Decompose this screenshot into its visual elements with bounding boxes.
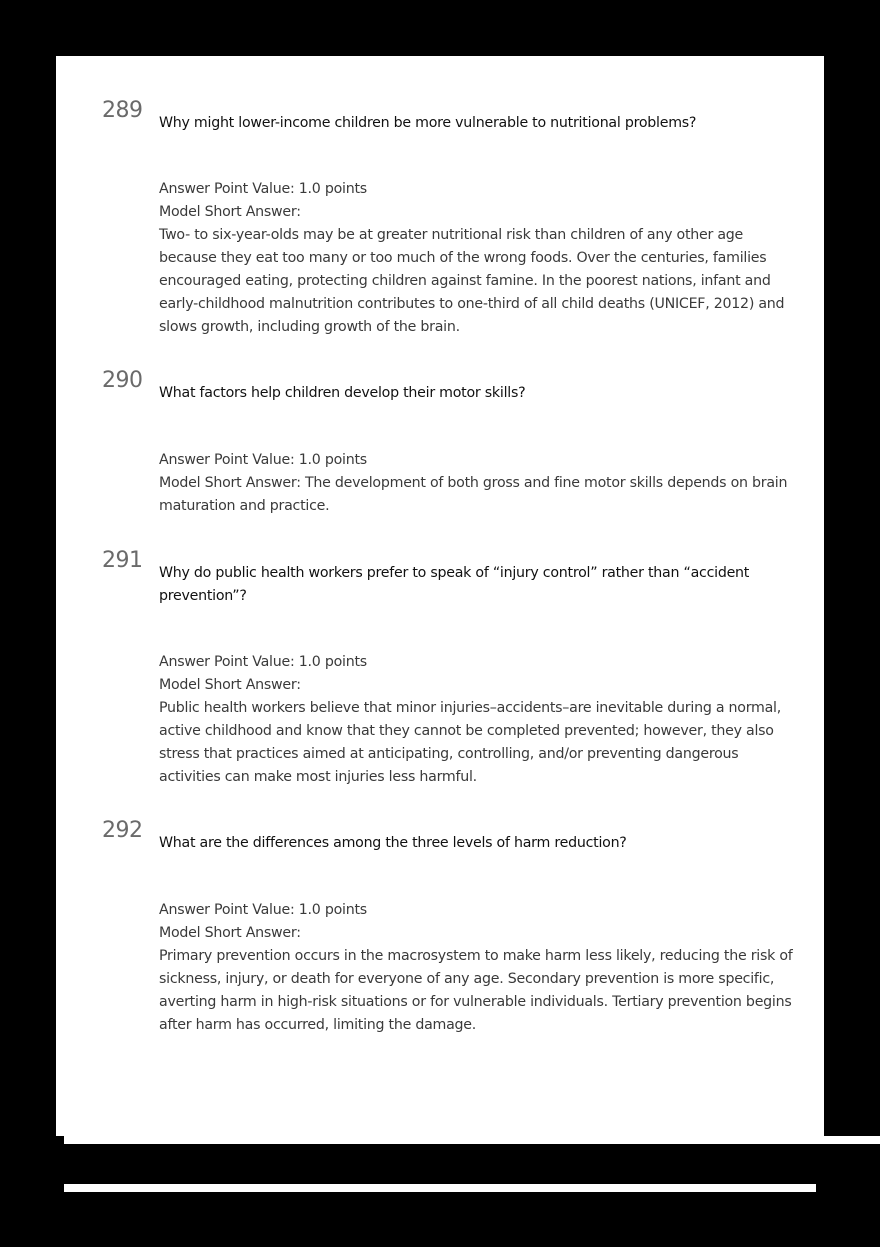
question-text: What are the differences among the three levels of harm reduction? [159, 835, 627, 851]
question-number: 291 [102, 548, 143, 573]
answer-block [159, 651, 799, 789]
page-bottom-edge [64, 1136, 880, 1144]
question-text: What factors help children develop their motor skills? [159, 385, 526, 401]
model-answer-label: Model Short Answer: [159, 677, 301, 693]
model-answer-label: Model Short Answer: [159, 925, 301, 941]
point-value: Answer Point Value: 1.0 points [159, 452, 367, 468]
point-value: Answer Point Value: 1.0 points [159, 181, 367, 197]
document-page [56, 56, 824, 1136]
point-value: Answer Point Value: 1.0 points [159, 654, 367, 670]
model-answer-text: Primary prevention occurs in the macrosystem to make harm less likely, reducing the risk of sickness, injury, or death for everyone of any age. Secondary prevention is more specific, averting harm in high-risk situations or for vulnerable individuals. Tertiary prevention begins after harm has occurred, limiting the damage. [159, 948, 793, 1033]
answer-block [159, 178, 799, 339]
point-value: Answer Point Value: 1.0 points [159, 902, 367, 918]
model-answer-text: Public health workers believe that minor injuries–accidents–are inevitable during a normal, active childhood and know that they cannot be completed prevented; however, they also stress that practices aimed at anticipating, controlling, and/or preventing dangerous activities can make most injuries less harmful. [159, 700, 782, 785]
question-text: Why do public health workers prefer to speak of “injury control” rather than “accident prevention”? [159, 565, 750, 604]
question-number: 292 [102, 818, 143, 843]
model-answer-text: Two- to six-year-olds may be at greater nutritional risk than children of any other age because they eat too many or too much of the wrong foods. Over the centuries, families encouraged eating, protecting children against famine. In the poorest nations, infant and early-childhood malnutrition contributes to one-third of all child deaths (UNICEF, 2012) and slows growth, including growth of the brain. [159, 227, 785, 335]
footer-bar [64, 1184, 816, 1192]
question-number: 289 [102, 98, 143, 123]
question-text: Why might lower-income children be more vulnerable to nutritional problems? [159, 115, 697, 131]
answer-block [159, 899, 799, 1037]
model-answer-label: Model Short Answer: [159, 204, 301, 220]
question-number: 290 [102, 368, 143, 393]
model-answer-label: Model Short Answer: The development of both gross and fine motor skills depends on brain maturation and practice. [159, 475, 788, 514]
answer-block [159, 449, 799, 518]
